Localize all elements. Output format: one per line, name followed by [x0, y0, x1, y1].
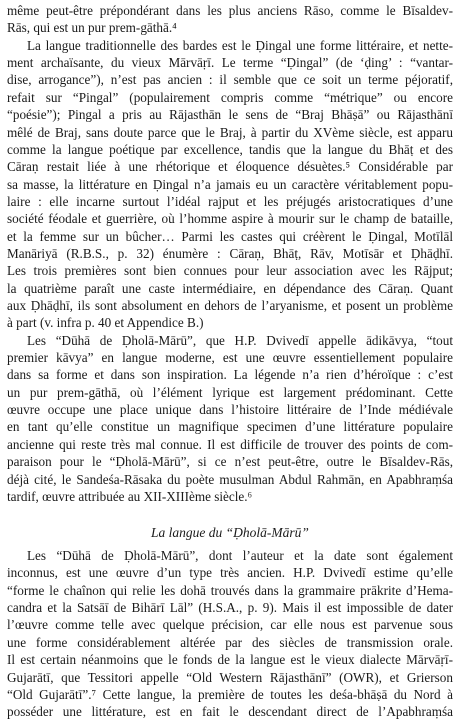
text-line: Les trois premières sont bien connues pour leur association avec les Rājput; [7, 263, 453, 279]
text-line: mêlé de Braj, sans doute parce que le Braj, à partir du XVème siècle, est apparu [7, 124, 453, 140]
text-line: tardif, œuvre attribuée au XII-XIIIème siècle.⁶ [7, 488, 253, 504]
text-line: inconnus, est une œuvre d’un type très ancien. H.P. Dvivedī estime qu’elle [7, 565, 453, 581]
text-line: ancienne qui reste très mal connue. Il est difficile de trouver des points de com- [7, 436, 453, 452]
text-line: l’œuvre comme telle avec quelque précision, car elle nous est parvenue sous [7, 617, 453, 633]
text-line: aux Ḍhāḍhī, ils sont absolument en dehors de l’aryanisme, et posent un problème [7, 298, 453, 313]
text-line: une forme considérablement altérée par des siècles de transmission orale. [7, 634, 453, 650]
text-line: sa masse, la littérature en Ḍingal n’a jamais eu un caractère véritablement popu- [7, 176, 453, 192]
text-line: œuvre occupe une place unique dans l’histoire littéraire de l’Inde médiévale [7, 402, 453, 418]
text-line: déjà cité, le Sandeśa-Rāsaka du poète musulman Abdul Rahmān, en Apabhraṃśa [7, 471, 453, 487]
text-line: “poésie”); Pingal a pris au Rājasthān le sens de “Braj Bhāṣā” ou Rājasthānī [7, 107, 453, 123]
text-line: et la femme sur un bûcher… Parmi les castes qui créèrent le Ḍingal, Motīlāl [7, 228, 453, 244]
text-line: premier kāvya” en langue moderne, est une œuvre essentiellement populaire [7, 350, 453, 365]
text-line: comme la langue poétique par excellence, tandis que la langue du Bhāṭ et des [7, 141, 453, 157]
text-line: en tant qu’elle constitue un magnifique specimen d’une littérature populaire [7, 419, 453, 435]
text-line: un pur prem-gāthā, où l’élément lyrique est largement prédominant. Cette [7, 384, 453, 400]
text-line: Rās, qui est un pur prem-gāthā.⁴ [7, 20, 177, 36]
text-line: Les “Dūhā de Ḍholā-Mārū”, que H.P. Dvivedī appelle ādikāvya, “tout [27, 332, 453, 348]
text-line: candra et la Satsāī de Bihārī Lāl” (H.S.A., p. 9). Mais il est impossible de dater [7, 600, 453, 615]
text-line: même peut-être prépondérant dans les plus anciens Rāso, comme le Bīsaldev- [7, 3, 453, 18]
text-line: La langue traditionnelle des bardes est le Ḍingal une forme littéraire, et nette- [27, 37, 453, 53]
document-page [7, 0, 453, 719]
text-line: paraison pour le “Ḍholā-Mārū”, si ce n’est peut-être, outre le Bīsaldev-Rās, [7, 454, 453, 470]
text-line: la quatrième paraît une caste intermédiaire, en dépendance des Cāraṇ. Quant [7, 280, 453, 296]
text-line: “Old Gujarātī”.⁷ Cette langue, la première de toutes les deśa-bhāṣā du Nord à [7, 686, 453, 702]
text-line: Gujarātī, que Tessitori appelle “Old Western Rājasthānī” (OWR), et Grierson [7, 669, 453, 685]
text-line: laire : elle incarne surtout l’idéal rajput et les préjugés aristocratiques d’une [7, 193, 453, 209]
text-line: posséder une littérature, est en fait le descendant direct de l’Apabhraṃśa [7, 704, 453, 719]
text-line: ment archaïsante, du vieux Mārvāṛī. Le terme “Ḍingal” (de ‘ḍing’ : “vantar- [7, 55, 453, 71]
section-heading: La langue du “Ḍholā-Mārū” [151, 525, 309, 540]
text-line: Cāraṇ restait liée à une rhétorique et éloquence désuètes.⁵ Considérable par [7, 159, 453, 175]
text-line: refait sur “Pingal” (populairement compris comme “métrique” ou encore [7, 89, 453, 105]
text-line: dans sa forme et dans son inspiration. La légende n’a rien d’héroïque : c’est [7, 367, 453, 383]
text-line: à part (v. infra p. 40 et Appendice B.) [7, 315, 204, 331]
text-line: dise, arrogance”), n’est pas ancien : il semble que ce soit un terme péjoratif, [7, 72, 453, 88]
text-line: société féodale et guerrière, où l’homme aspire à mourir sur le champ de bataille, [7, 211, 453, 227]
text-line: Il est certain néanmoins que le fonds de la langue est le vieux dialecte Mārvāṛī- [7, 652, 453, 668]
text-line: Manāriyā (R.B.S., p. 32) énumère : Cāraṇ, Bhāṭ, Rāv, Motīsār et Ḍhāḍhī. [7, 245, 453, 261]
text-line: Les “Dūhā de Ḍholā-Mārū”, dont l’auteur et la date sont également [27, 548, 453, 563]
text-line: “forme le chaînon qui relie les dohā trouvés dans la grammaire prākrite d’Hema- [7, 582, 453, 598]
